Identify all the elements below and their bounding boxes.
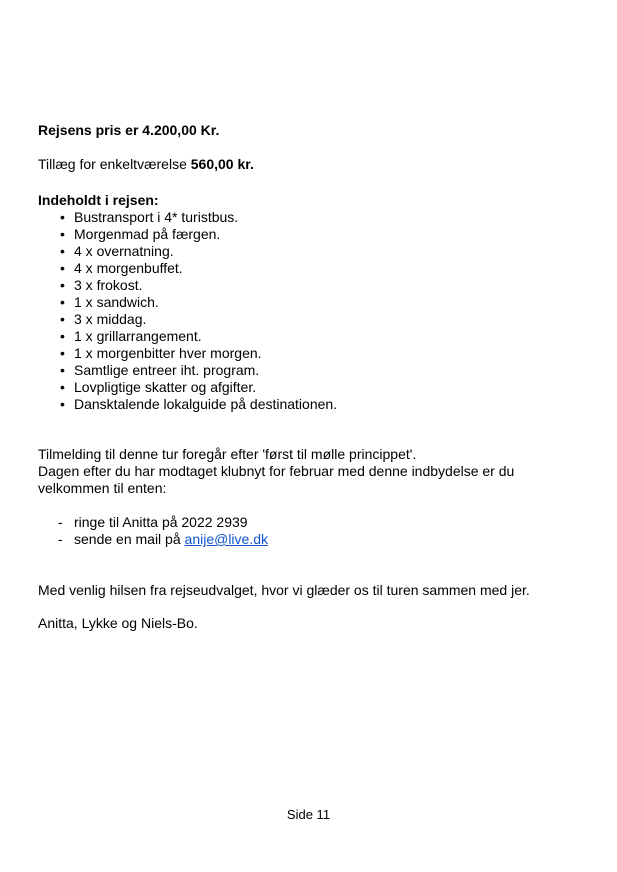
page-number: Side 11	[286, 807, 331, 822]
signup-line-2: Dagen efter du har modtaget klubnyt for februar med denne indbydelse er du	[38, 463, 515, 479]
mail-link[interactable]: anije@live.dk	[184, 531, 269, 547]
list-item: • Morgenmad på færgen.	[38, 226, 337, 243]
option-mail	[38, 531, 268, 548]
signup-line-1: Tilmelding til denne tur foregår efter 'først til mølle princippet'.	[38, 446, 417, 462]
price-line: Rejsens pris er 4.200,00 Kr.	[38, 122, 220, 138]
list-item: • 4 x morgenbuffet.	[38, 260, 337, 277]
closing-line: Med venlig hilsen fra rejseudvalget, hvor vi glæder os til turen sammen med jer.	[38, 582, 530, 598]
mail-prefix: sende en mail på	[74, 531, 185, 547]
list-item: • 1 x sandwich.	[38, 294, 337, 311]
list-item: • 1 x morgenbitter hver morgen.	[38, 345, 337, 362]
list-item: • 3 x middag.	[38, 311, 337, 328]
list-item: • Lovpligtige skatter og afgifter.	[38, 379, 337, 396]
list-item: • Bustransport i 4* turistbus.	[38, 209, 337, 226]
list-item: • Samtlige entreer iht. program.	[38, 362, 337, 379]
list-item: • 3 x frokost.	[38, 277, 337, 294]
included-list	[38, 209, 337, 413]
signature: Anitta, Lykke og Niels-Bo.	[38, 615, 198, 631]
list-item: • Dansktalende lokalguide på destinationen.	[38, 396, 337, 413]
supplement-amount: 560,00 kr.	[190, 156, 254, 172]
included-heading: Indeholdt i rejsen:	[38, 192, 159, 208]
list-item: • 4 x overnatning.	[38, 243, 337, 260]
supplement-line	[38, 156, 254, 173]
supplement-text: Tillæg for enkeltværelse	[38, 156, 191, 172]
option-phone: - ringe til Anitta på 2022 2939	[38, 514, 268, 531]
signup-line-3: velkommen til enten:	[38, 480, 167, 496]
list-item: • 1 x grillarrangement.	[38, 328, 337, 345]
contact-options	[38, 514, 268, 548]
